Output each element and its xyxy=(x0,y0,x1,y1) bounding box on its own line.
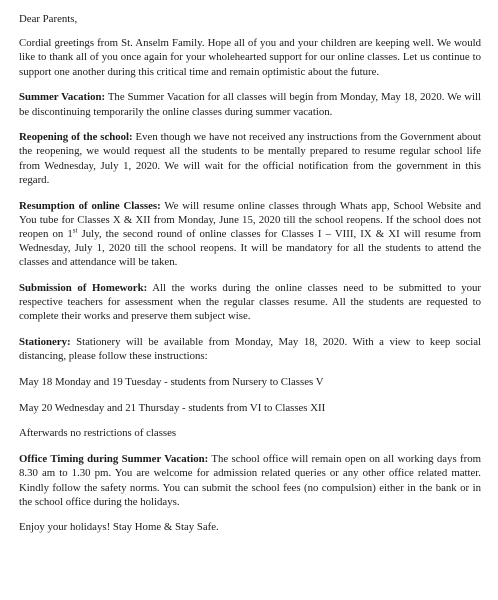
stationery-paragraph xyxy=(19,335,481,363)
schedule-line: Afterwards no restrictions of classes xyxy=(19,427,177,440)
summer-vacation-paragraph xyxy=(19,90,481,118)
salutation: Dear Parents, xyxy=(19,13,78,25)
office-timing-paragraph xyxy=(19,452,481,509)
schedule-line: May 18 Monday and 19 Tuesday - students from Nursery to Classes V xyxy=(19,376,324,389)
schedule-line: May 20 Wednesday and 21 Thursday - students from VI to Classes XII xyxy=(19,401,326,414)
office-timing-text: The school office will remain open on all working days from 8.30 am to 1.30 pm. You are welcome for admission related queries or any other office related matter. Kindly follow the safety norms. You can submit the school fees (no compulsion) either in the bank or in the school office during the holidays. xyxy=(19,453,482,508)
summer-vacation-heading: Summer Vacation: xyxy=(19,91,106,104)
homework-heading: Submission of Homework: xyxy=(19,282,148,295)
office-timing-heading: Office Timing during Summer Vacation: xyxy=(19,453,209,466)
reopening-heading: Reopening of the school: xyxy=(19,131,133,144)
resumption-text-1: We will resume online classes through Whats app, School Website and You tube for Classes X & XII from Monday, June 15, 2020 till the school reopens. If the school does not reopen on 1 xyxy=(19,199,481,240)
resumption-paragraph xyxy=(19,199,481,270)
homework-text: All the works during the online classes need to be submitted to your respective teachers for assessment when the regular classes resume. All the students are requested to complete their works and preserve them subject wise. xyxy=(19,282,481,323)
stationery-heading: Stationery: xyxy=(19,336,71,349)
summer-vacation-text: The Summer Vacation for all classes will begin from Monday, May 18, 2020. We will be discontinuing temporarily the online classes during summer vacation. xyxy=(19,91,481,118)
resumption-text-2: July, the second round of online classes for Classes I – VIII, IX & XI will resume from Wednesday, July 1, 2020 till the school reopens. It will be mandatory for all the students to attend the classes and attendance will be taken. xyxy=(19,227,481,269)
resumption-heading: Resumption of online Classes: xyxy=(19,199,161,212)
closing-line: Enjoy your holidays! Stay Home & Stay Safe. xyxy=(19,521,219,534)
stationery-text: Stationery will be available from Monday, May 18, 2020. With a view to keep social distancing, please follow these instructions: xyxy=(19,336,481,363)
greeting-paragraph: Cordial greetings from St. Anselm Family. Hope all of you and your children are keeping well. We would like to thank all of you once again for your wholehearted support for our online classes. Let us continue to support one another during this critical time and remain optimistic about the future. xyxy=(19,37,481,78)
reopening-paragraph xyxy=(19,130,481,187)
notice-letter xyxy=(19,12,481,546)
resumption-superscript: st xyxy=(72,226,78,235)
homework-paragraph xyxy=(19,281,481,324)
reopening-text: Even though we have not received any instructions from the Government about the reopening, we would request all the students to be mentally prepared to resume regular school life from Wednesday, July 1, 2020. We will wait for the official notification from the government in this regard. xyxy=(19,131,481,186)
